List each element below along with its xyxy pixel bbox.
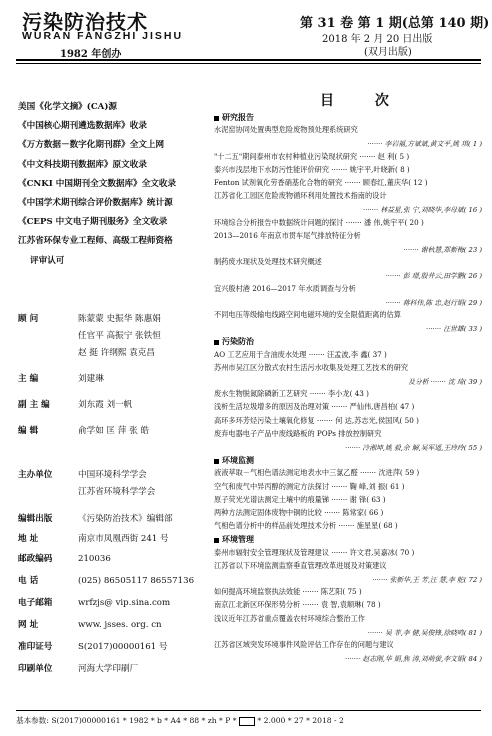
toc-entry: "十二五"期间泰州市农村种植业污染现状研究 ······· 赵 利( 5 ) (214, 151, 410, 161)
square-bullet-icon (214, 459, 219, 464)
staff-label: 副 主 编 (18, 400, 50, 410)
staff-label: 电 话 (18, 576, 39, 586)
staff-value: 刘东霞 刘一帆 (78, 400, 133, 410)
staff-label: 准印证号 (18, 642, 53, 652)
staff-row (18, 424, 149, 436)
staff-value: 任官平 高振宁 张铁恒 (78, 331, 161, 341)
square-bullet-icon (214, 116, 219, 121)
toc-entry: 原子荧光光谱法测定土壤中的痕量锑 ······· 谢 锋( 63 ) (214, 494, 386, 504)
toc-authors: ······· 吴 菲,李 健,吴俊锋,徐晓鸣( 81 ) (367, 628, 482, 637)
toc-entry: 浅析生活垃圾增多的原因及治理对策 ······· 严仙伟,唐昌柏( 47 ) (214, 402, 415, 412)
staff-label: 编 辑 (18, 426, 39, 436)
staff-value: 210036 (78, 554, 111, 564)
toc-entry: 不同电压等级输电线路空间电磁环境的安全限值距离的估算 (214, 310, 401, 319)
square-bullet-icon (214, 538, 219, 543)
toc-entry: 江苏省以下环境监测监察垂直管理改革进展及对策建议 (214, 560, 387, 570)
toc-entry: 环境综合分析报告中数据统计问题的探讨 ······· 潘 伟,姚宇平( 20 ) (214, 217, 424, 227)
staff-row (18, 662, 138, 674)
toc-section-label: 环境监测 (222, 455, 254, 466)
basic-parameters (16, 715, 344, 726)
format-box (239, 717, 255, 726)
toc-section-heading (214, 336, 482, 347)
toc-heading: 目 次 (320, 93, 407, 109)
founded-year: 1982 年创办 (60, 49, 122, 60)
toc-section-label: 污染防治 (222, 336, 254, 347)
staff-value: 《污染防治技术》编辑部 (78, 514, 173, 524)
staff-row (18, 640, 168, 652)
toc-entry: 气相色谱分析中的样品前处理技术分析 ······· 施星星( 68 ) (214, 521, 398, 531)
staff-label: 顾 问 (18, 314, 39, 324)
toc-authors: ······· 汪世雄( 33 ) (426, 325, 482, 334)
toc-entry: 苏州市吴江区分散式农村生活污水收集及处理工艺技术的研究 (214, 362, 409, 372)
staff-value: www. jsses. org. cn (78, 620, 162, 630)
toc-authors: ······· 林益星,张 宁,刘晓华,李母斌( 16 ) (363, 206, 482, 215)
indexing-item: 《中国核心期刊遴选数据库》收录 (18, 121, 147, 132)
indexing-item: 《万方数据－数字化期刊群》全文上网 (18, 140, 165, 151)
issue-volume: 第 31 卷 第 1 期(总第 140 期) (300, 16, 490, 31)
toc-entry: 如何提高环境监察执法效能 ······· 陈艺阳( 75 ) (214, 587, 362, 597)
staff-label: 编辑出版 (18, 514, 53, 524)
staff-value: 赵 挺 许纲熙 袁克昌 (78, 348, 155, 358)
toc-authors: ······· 谢秋慧,郑新梅( 23 ) (403, 246, 482, 254)
toc-entry: 两种方法测定固体废物中铜的比较 ······· 陈常家( 66 ) (214, 508, 384, 517)
toc-section-heading (214, 112, 482, 123)
journal-title: 污染防治技术 (22, 10, 148, 34)
toc-entry: 废水生物脱氮除磷新工艺研究 ······· 李小龙( 43 ) (214, 389, 369, 399)
staff-row (18, 329, 161, 341)
toc-section-heading (214, 455, 482, 466)
staff-block (18, 312, 218, 712)
staff-value: 南京市凤凰西街 241 号 (78, 534, 169, 544)
toc-authors: ······· 冷湘坤,姚 毅,余 解,吴军遥,王玲玲( 55 ) (345, 444, 482, 452)
staff-value: 俞学如 匡 萍 张 皓 (78, 426, 150, 436)
staff-row (18, 552, 111, 564)
indexing-item: 美国《化学文摘》(CA)源 (18, 102, 117, 112)
toc-authors: ······· 李岩福,方斌斌,黄文平,姚 琪( 1 ) (367, 140, 482, 149)
staff-row (18, 485, 155, 497)
staff-value: wrfzjs@ vip.sina.com (78, 598, 171, 608)
staff-label: 主办单位 (18, 470, 53, 480)
toc-entry: 江苏省区域突发环境事件风险评估工作存在的问题与建议 (214, 640, 394, 649)
staff-value: 陈蒙蒙 史振华 陈惠娟 (78, 314, 161, 324)
staff-row (18, 512, 173, 524)
staff-value: 江苏省环境科学学会 (78, 487, 156, 497)
toc-entry: 制药废水现状及处理技术研究概述 (214, 257, 322, 267)
toc-entry: 宜兴殷村港 2016—2017 年水质调查与分析 (214, 283, 356, 293)
table-of-contents (214, 112, 482, 712)
staff-row (18, 346, 155, 358)
toc-entry: 废弃电器电子产品中废线路板的 POPs 排放控制研究 (214, 428, 382, 438)
toc-section-label: 环境管理 (222, 534, 254, 545)
staff-row (18, 312, 161, 324)
staff-row (18, 398, 132, 410)
toc-entry: 南京江北新区环保形势分析 ······· 袁 智,袁顺琳( 78 ) (214, 600, 381, 610)
indexing-item: 《中国学术期刊综合评价数据库》统计源 (18, 198, 173, 209)
staff-value: S(2017)00000161 号 (78, 642, 168, 652)
toc-authors: 及分析 ······· 沈 琦( 39 ) (408, 378, 482, 386)
toc-authors: ······· 蒋科伟,陈 忠,赵行娟( 29 ) (385, 298, 482, 307)
staff-row (18, 596, 170, 608)
toc-entry: 液液萃取－气相色谱法测定地表水中三氯乙醛 ······· 沈进萍( 59 ) (214, 468, 420, 478)
toc-entry: AO 工艺应用于含油废水处理 ······· 汪孟波,李 鑫( 37 ) (214, 349, 387, 359)
toc-authors: ······· 张新华,王 芳,汪 慧,李 舵( 72 ) (372, 576, 482, 584)
toc-entry: 水泥窑协同处置典型危险废物预处理系统研究 (214, 125, 358, 135)
staff-row (18, 574, 194, 586)
edition-frequency: (双月出版) (364, 47, 412, 58)
staff-label: 主 编 (18, 374, 39, 384)
indexing-item: 《CEPS 中文电子期刊服务》全文收录 (18, 217, 168, 228)
toc-entry: 空气和废气中异丙醇的测定方法探讨 ······· 鞠 峰,刘 振( 61 ) (214, 481, 405, 491)
header-rule-thick (16, 59, 481, 61)
issue-date: 2018 年 2 月 20 日出版 (322, 34, 433, 45)
toc-authors: ······· 赵志刚,华 娟,焦 涛,刘萌萤,李文娟( 84 ) (345, 655, 482, 664)
toc-entry: 2013—2016 年南京市贯车尾气排放特征分析 (214, 230, 361, 240)
toc-authors: ······· 彭 璟,殷井云,田学鹏( 26 ) (385, 272, 482, 281)
staff-label: 网 址 (18, 620, 39, 630)
footer-params-after: * 2.000 * 27 * 2018 - 2 (257, 716, 344, 725)
toc-entry: 泰州市辐射安全管理现状及管理建议 ······· 许文君,吴嘉冰( 70 ) (214, 547, 415, 557)
toc-section-heading (214, 534, 482, 545)
footer-params-before: 基本参数: S(2017)00000161 * 1982 * b * A4 * 88 * zh * P * (16, 716, 237, 725)
staff-label: 邮政编码 (18, 554, 53, 564)
journal-pinyin: WURAN FANGZHI JISHU (22, 30, 184, 42)
toc-entry: 高环多环芳烃污染土壤氧化修复 ······· 何 达,苏志光,侯国风( 50 ) (214, 415, 419, 425)
toc-entry: Fenton 试剂氧化劳香硝基化合物的研究 ······· 顾春红,董庆华( 12 ) (214, 178, 428, 187)
staff-row (18, 372, 104, 384)
toc-entry: 浅议近年江苏省重点覆盖农村环境综合整治工作 (214, 613, 365, 623)
staff-row (18, 468, 147, 480)
staff-label: 印刷单位 (18, 664, 53, 674)
staff-value: (025) 86505117 86557136 (78, 576, 195, 586)
header-rule-thin (16, 63, 481, 64)
toc-entry: 江苏省化工园区危险废物循环利用处置技术指南的设计 (214, 191, 387, 201)
staff-value: 中国环境科学学会 (78, 470, 147, 480)
indexing-item: 《CNKI 中国期刊全文数据库》全文收录 (18, 178, 177, 189)
indexing-list (18, 98, 208, 271)
footer-rule (16, 710, 481, 711)
staff-row (18, 532, 169, 544)
square-bullet-icon (214, 340, 219, 345)
staff-row (18, 618, 162, 630)
staff-label: 电子邮箱 (18, 598, 53, 608)
indexing-item: 江苏省环保专业工程师、高级工程师资格 (18, 236, 173, 247)
staff-label: 地 址 (18, 534, 39, 544)
toc-section-label: 研究报告 (222, 112, 254, 122)
indexing-item: 评审认可 (30, 255, 65, 266)
staff-value: 河海大学印刷厂 (78, 664, 139, 674)
staff-value: 刘建琳 (78, 374, 104, 384)
indexing-item: 《中文科技期刊数据库》原文收录 (18, 159, 147, 170)
toc-entry: 泰兴市浅层地下水防污性能评价研究 ······· 姚宇平,叶晓新( 8 ) (214, 164, 410, 174)
